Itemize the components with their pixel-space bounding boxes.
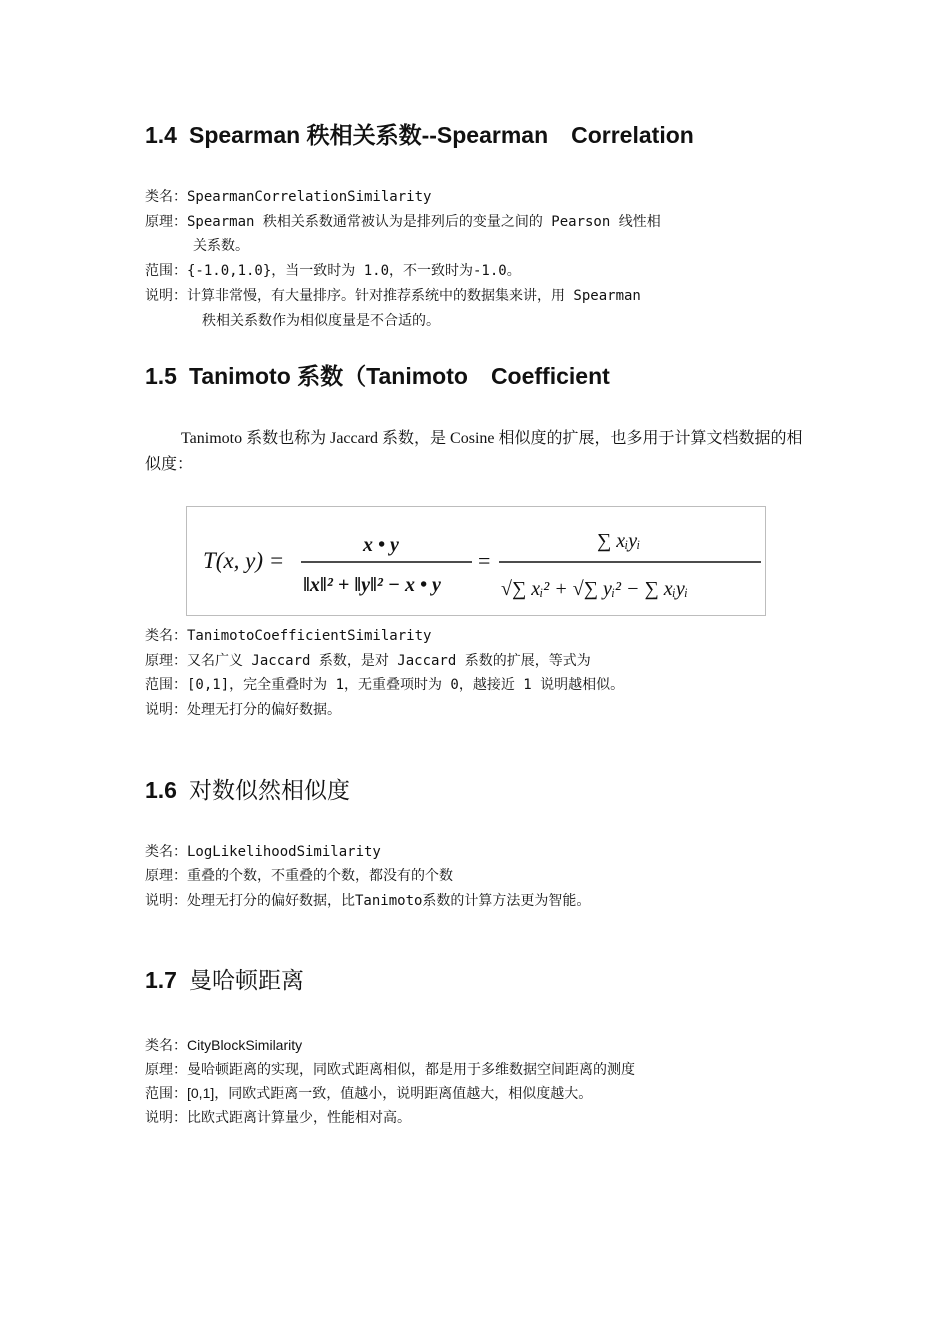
heading-text: 对数似然相似度 — [188, 777, 350, 803]
cityblock-principle-line: 原理：曼哈顿距离的实现，同欧式距离相似，都是用于多维数据空间距离的测度 — [145, 1061, 635, 1077]
heading-1-5 — [145, 358, 610, 391]
heading-1-7 — [145, 962, 304, 995]
loglikelihood-note-line: 说明：处理无打分的偏好数据，比Tanimoto系数的计算方法更为智能。 — [145, 893, 591, 909]
formula-graphic — [187, 507, 765, 615]
formula-frac1-num: x • y — [363, 534, 399, 556]
spearman-note-cont: 秩相关系数作为相似度量是不合适的。 — [202, 313, 440, 329]
formula-frac2-den: √∑ xᵢ² + √∑ yᵢ² − ∑ xᵢyᵢ — [501, 578, 688, 600]
spearman-note-line: 说明：计算非常慢，有大量排序。针对推荐系统中的数据集来讲，用 Spearman — [145, 288, 641, 304]
cityblock-range-line: 范围：[0,1]，同欧式距离一致，值越小，说明距离值越大，相似度越大。 — [145, 1085, 593, 1101]
heading-number: 1.6 — [145, 777, 177, 803]
tanimoto-range-line: 范围：[0,1]，完全重叠时为 1，无重叠项时为 0，越接近 1 说明越相似。 — [145, 677, 625, 693]
heading-text: 曼哈顿距离 — [188, 967, 304, 993]
cityblock-note-line: 说明：比欧式距离计算量少，性能相对高。 — [145, 1109, 411, 1125]
spearman-class-line: 类名：SpearmanCorrelationSimilarity — [145, 189, 432, 205]
tanimoto-class-line: 类名：TanimotoCoefficientSimilarity — [145, 628, 432, 644]
heading-text: Tanimoto 系数（Tanimoto Coefficient — [188, 363, 610, 389]
loglikelihood-principle-line: 原理：重叠的个数，不重叠的个数，都没有的个数 — [145, 868, 453, 884]
tanimoto-note-line: 说明：处理无打分的偏好数据。 — [145, 702, 341, 718]
spearman-range-line: 范围：{-1.0,1.0}，当一致时为 1.0，不一致时为-1.0。 — [145, 263, 521, 279]
loglikelihood-class-line: 类名：LogLikelihoodSimilarity — [145, 844, 381, 860]
spearman-principle-line: 原理：Spearman 秩相关系数通常被认为是排列后的变量之间的 Pearson 线性相 — [145, 214, 661, 230]
spearman-principle-cont: 关系数。 — [193, 238, 249, 254]
formula-frac2-num: ∑ xᵢyᵢ — [597, 530, 641, 552]
formula-lhs: T(x, y) = — [203, 548, 285, 573]
formula-frac1-den: ‖x‖² + ‖y‖² − x • y — [303, 574, 441, 596]
cityblock-class-line: 类名：CityBlockSimilarity — [145, 1037, 303, 1053]
tanimoto-principle-line: 原理：又名广义 Jaccard 系数，是对 Jaccard 系数的扩展，等式为 — [145, 653, 591, 669]
heading-number: 1.7 — [145, 967, 177, 993]
heading-text: Spearman 秩相关系数--Spearman Correlation — [188, 122, 694, 148]
tanimoto-formula — [186, 506, 766, 616]
tanimoto-intro: Tanimoto 系数也称为 Jaccard 系数，是 Cosine 相似度的扩展，也多用于计算文档数据的相似度： — [145, 430, 803, 473]
heading-1-4 — [145, 117, 694, 150]
heading-1-6 — [145, 772, 350, 805]
formula-equals: = — [478, 548, 491, 573]
heading-number: 1.5 — [145, 363, 177, 389]
heading-number: 1.4 — [145, 122, 177, 148]
